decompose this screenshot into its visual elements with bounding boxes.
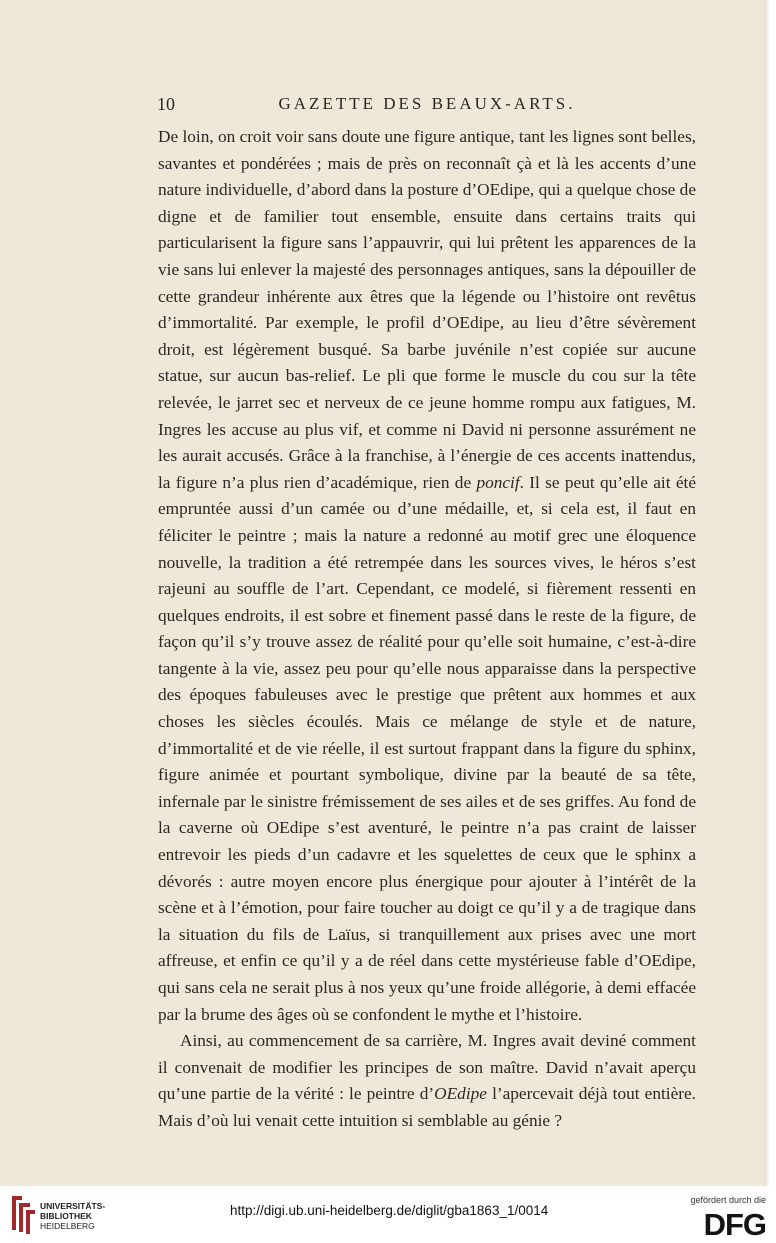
page-edge-shadow — [764, 0, 770, 1186]
source-url-link[interactable]: http://digi.ub.uni-heidelberg.de/diglit/gba1863_1/0014 — [230, 1203, 549, 1218]
italic-word: OEdipe — [434, 1084, 487, 1104]
paragraph-text: . Il se peut qu’elle ait été empruntée aussi d’un camée ou d’une médaille, et, si cela est, il faut en féliciter le peintre ; mais la nature a redonné au motif grec une éloquence nouvelle, la tradition a été retrempée dans les sources vives, le héros s’est rajeuni au souffle de l’art. Cependant, ce modelé, si fièrement ressenti en quelques endroits, il est sobre et finement passé dans le reste de la figure, de façon qu’il s’y trouve assez de réalité pour qu’elle soit humaine, c’est-à-dire tangente à la vie, assez peu pour qu’elle nous apparaisse dans la perspective des époques fabuleuses avec le prestige que prêtent aux hommes et aux choses les siècles écoulés. Mais ce mélange de style et de nature, d’immortalité et de vie réelle, il est surtout frappant dans la figure du sphinx, figure animée et pourtant symbolique, divine par la beauté de sa tête, infernale par le sinistre frémissement de ses ailes et de ses griffes. Au fond de la caverne où OEdipe s’est aventuré, le peintre n’a pas craint de laisser entrevoir les pieds d’un cadavre et les squelettes de ceux que le sphinx a dévorés : autre moyen encore plus énergique pour ajouter à l’intérêt de la scène et à l’émotion, pour faire toucher au doigt ce qu’il y a de tragique dans la situation du fils de Laïus, si tranquillement aux prises avec une mort affreuse, et enfin ce qu’il y a de réel dans cette mystérieuse fable d’OEdipe, qui sans cela ne serait plus à nos yeux qu’une froide allégorie, à demi effacée par la brume des âges où se confondent le mythe et l’histoire. — [158, 472, 696, 1024]
paragraph-text: Ainsi, au commencement de sa carrière, M. Ingres avait deviné comment il convenait de modifier les principes de son maître. David n’avait aperçu qu’une partie de la vérité : le peintre d’ — [158, 1031, 696, 1104]
library-name-line: UNIVERSITÄTS- — [40, 1201, 106, 1211]
university-library-logo-icon — [8, 1194, 36, 1234]
library-name-line: BIBLIOTHEK — [40, 1211, 92, 1221]
running-head — [157, 94, 697, 118]
footer-bar — [0, 1186, 776, 1243]
paragraph-text: l’apercevait déjà tout entière. Mais d’où lui venait cette intuition si semblable au génie ? — [158, 1084, 696, 1130]
funding-note: gefördert durch die — [690, 1195, 766, 1205]
page-number: 10 — [157, 94, 175, 114]
paragraph-text: De loin, on croit voir sans doute une figure antique, tant les lignes sont belles, savantes et pondérées ; mais de près on reconnaît çà et là les accents d’une nature individuelle, d’abord dans la posture d’OEdipe, qui a quelque chose de digne et de familier tout ensemble, ensuite dans certains traits qui particularisent la figure sans l’appauvrir, qui lui prêtent les apparences de la vie sans lui enlever la majesté des personnages antiques, sans la dépouiller de cette grandeur inhérente aux êtres que la légende ou l’histoire ont revêtus d’immortalité. Par exemple, le profil d’OEdipe, au lieu d’être sévèrement droit, est légèrement busqué. Sa barbe juvénile n’est copiée sur aucune statue, sur aucun bas-relief. Le pli que forme le muscle du cou sur la tête relevée, le jarret sec et nerveux de ce jeune homme rompu aux fatigues, M. Ingres les accuse au plus vif, et comme ni David ni personne assurément ne les aurait accusés. Grâce à la franchise, à l’énergie de ces accents inattendus, la figure n’a plus rien d’académique, rien de — [158, 127, 697, 492]
journal-title: GAZETTE DES BEAUX-ARTS. — [278, 94, 576, 113]
library-name — [40, 1201, 105, 1231]
dfg-logo: DFG — [703, 1207, 766, 1242]
article-body — [158, 124, 696, 1135]
paragraph — [158, 1028, 696, 1134]
italic-word: poncif — [476, 472, 520, 492]
library-name-line: HEIDELBERG — [40, 1221, 95, 1231]
paragraph — [158, 124, 696, 1028]
